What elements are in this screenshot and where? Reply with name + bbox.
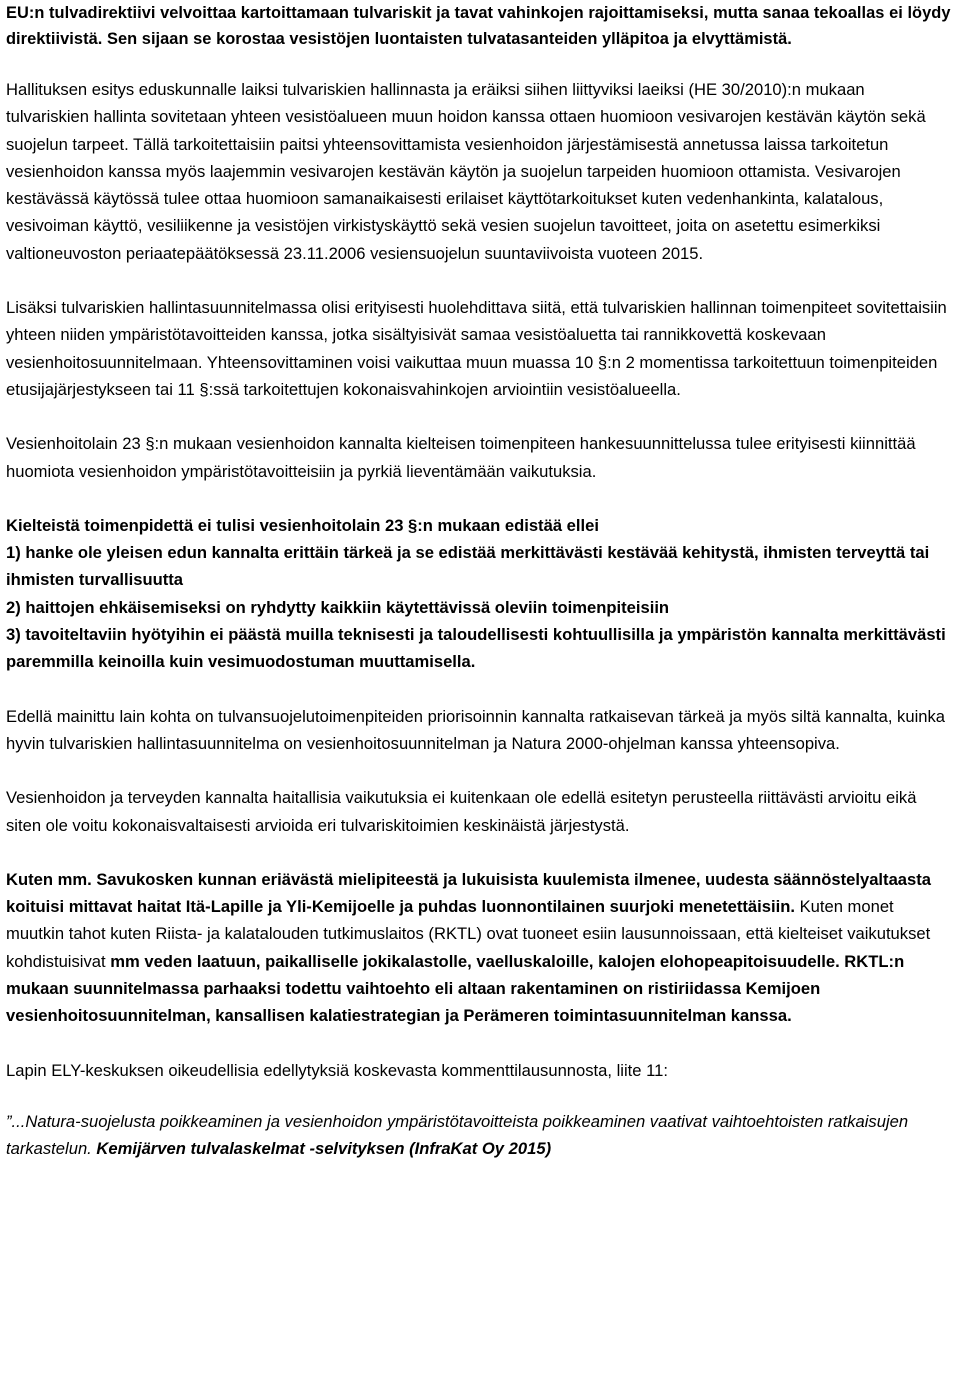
rktl-normal-text: Kuten monet muutkin tahot kuten Riista- ja kalatalouden tutkimuslaitos (RKTL) ovat tuoneet esiin lausunnoissaan, että kielteiset vaikutukset kohdistuisivat xyxy=(6,897,931,971)
paragraph-prioritisation: Edellä mainittu lain kohta on tulvansuojelutoimenpiteiden priorisoinnin kannalta ratkaisevan tärkeä ja myös siltä kannalta, kuinka hyvin tulvariskien hallintasuunnitelma on vesienhoitosuunnitelman ja Natura 2000-ohjelman kanssa yhteensopiva. xyxy=(6,706,946,753)
condition-item-1: 1) hanke ole yleisen edun kannalta erittäin tärkeä ja se edistää merkittävästi kestävää kehitystä, ihmisten terveyttä tai ihmisten turvallisuutta xyxy=(6,543,930,590)
paragraph-savukoski-opinion xyxy=(6,866,952,1030)
paragraph-health-impacts: Vesienhoidon ja terveyden kannalta haitallisia vaikutuksia ei kuitenkaan ole edellä esitetyn perusteella riittävästi arvioitu eikä siten ole voitu kokonaisvaltaisesti arvioida eri tulvariskitoimien keskinäistä järjestystä. xyxy=(6,788,917,835)
savukoski-bold-text: Kuten mm. Savukosken kunnan eriävästä mielipiteestä ja lukuisista kuulemista ilmenee, uudesta säännöstelyaltaasta koituisi mittavat haitat Itä-Lapille ja Yli-Kemijoelle ja puhdas luonnontilainen suurjoki menetettäisiin. xyxy=(6,869,932,917)
conditions-block xyxy=(6,512,952,676)
paragraph-eu-flood-directive: EU:n tulvadirektiivi velvoittaa kartoittamaan tulvariskit ja tavat vahinkojen rajoittamiseksi, mutta sanaa tekoallas ei löydy direktiivistä. Sen sijaan se korostaa vesistöjen luontaisten tulvatasanteiden ylläpitoa ja elvyttämistä. xyxy=(6,4,951,48)
condition-item-2: 2) haittojen ehkäisemiseksi on ryhdytty kaikkiin käytettävissä oleviin toimenpiteisiin xyxy=(6,597,670,617)
natura-italic-text: ”...Natura-suojelusta poikkeaminen ja vesienhoidon ympäristötavoitteista poikkeaminen vaativat vaihtoehtoisten ratkaisujen tarkastelun. xyxy=(6,1111,909,1159)
conditions-intro: Kielteistä toimenpidettä ei tulisi vesienhoitolain 23 §:n mukaan edistää ellei xyxy=(6,515,599,535)
paragraph-management-plan: Lisäksi tulvariskien hallintasuunnitelmassa olisi erityisesti huolehdittava siitä, että tulvariskien hallinnan toimenpiteet sovitettaisiin yhteen niiden ympäristötavoitteiden kanssa, jotka sisältyisivät samaa vesistöaluetta tai rannikkovettä koskevaan vesienhoitosuunnitelmaan. Yhteensovittaminen voisi vaikuttaa muun muassa 10 §:n 2 momentissa tarkoitettuun toimenpiteiden etusijajärjestykseen tai 11 §:ssä tarkoitettujen kokonaisvahinkojen arviointiin vesistöalueella. xyxy=(6,298,947,399)
paragraph-ely-statement: Lapin ELY-keskuksen oikeudellisia edellytyksiä koskevasta kommenttilausunnosta, liite 11: xyxy=(6,1060,668,1080)
kemijarvi-bold-italic-text: Kemijärven tulvalaskelmat -selvityksen (InfraKat Oy 2015) xyxy=(96,1139,552,1159)
paragraph-government-proposal: Hallituksen esitys eduskunnalle laiksi tulvariskien hallinnasta ja eräiksi siihen liittyviksi laeiksi (HE 30/2010):n mukaan tulvariskien hallinta sovitetaan yhteen vesistöalueen muun hoidon kanssa ottaen huomioon vesivarojen kestävän käytön sekä suojelun tarpeet. Tällä tarkoitettaisiin paitsi yhteensovittamista vesienhoidon järjestämisestä annetussa laissa tarkoitetun vesienhoidon kanssa myös laajemmin vesivarojen kestävän käytön ja suojelun tarpeiden huomioon ottamista. Vesivarojen kestävässä käytössä tulee ottaa huomioon samanaikaisesti erilaiset käyttötarkoitukset kuten vedenhankinta, kalatalous, vesivoiman käyttö, vesiliikenne ja vesistöjen virkistyskäyttö sekä vesien suojelun tavoitteet, joita on asetettu esimerkiksi valtioneuvoston periaatepäätöksessä 23.11.2006 vesiensuojelun suuntaviivoista vuoteen 2015. xyxy=(6,80,926,263)
document-page xyxy=(6,0,952,1163)
paragraph-water-management-law: Vesienhoitolain 23 §:n mukaan vesienhoidon kannalta kielteisen toimenpiteen hankesuunnittelussa tulee erityisesti kiinnittää huomiota vesienhoidon ympäristötavoitteisiin ja pyrkiä lieventämään vaikutuksia. xyxy=(6,434,916,481)
condition-item-3: 3) tavoiteltaviin hyötyihin ei päästä muilla teknisesti ja taloudellisesti kohtuullisilla ja ympäristön kannalta merkittävästi paremmilla keinoilla kuin vesimuodostuman muuttamisella. xyxy=(6,625,946,672)
paragraph-natura-quote xyxy=(6,1108,952,1163)
rktl-bold-text: mm veden laatuun, paikalliselle jokikalastolle, vaelluskaloille, kalojen elohopeapitoisuudelle. RKTL:n mukaan suunnitelmassa parhaaksi todettu vaihtoehto eli altaan rakentaminen on ristiriidassa Kemijoen vesienhoitosuunnitelman, kansallisen kalatiestrategian ja Perämeren toimintasuunnitelman kanssa. xyxy=(6,951,905,1026)
